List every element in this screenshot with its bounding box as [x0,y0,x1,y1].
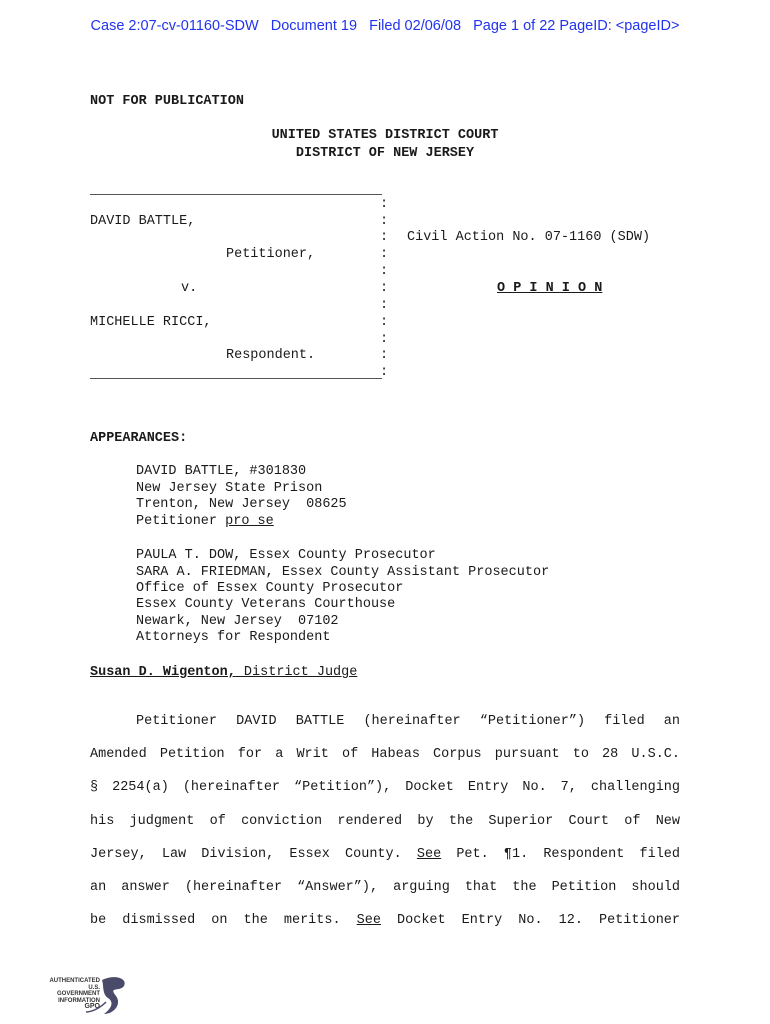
see-citation: See [356,913,381,928]
caption-top-rule [90,194,382,195]
petitioner-address-line: DAVID BATTLE, #301830 [136,464,307,479]
respondent-role: Respondent. [226,348,316,363]
caption-colon: : [380,214,389,229]
caption-colon: : [380,281,389,296]
court-district: DISTRICT OF NEW JERSEY [295,146,475,161]
caption-colon: : [380,315,389,330]
petitioner-address-line: Trenton, New Jersey 08625 [136,497,347,512]
court-name: UNITED STATES DISTRICT COURT [271,128,499,143]
judge-name: Susan D. Wigenton, [90,665,236,680]
body-line: an answer (hereinafter “Answer”), arguing that the Petition should [90,880,680,895]
caption-colon: : [380,230,389,245]
body-text: be dismissed on the merits. [90,913,357,928]
body-text: Jersey, Law Division, Essex County. [90,847,417,862]
respondent-counsel-line: Office of Essex County Prosecutor [136,581,404,596]
page-header-filing-stamp: Case 2:07-cv-01160-SDW Document 19 Filed 02/06/08 Page 1 of 22 PageID: <pageID> [90,18,680,34]
versus: v. [181,281,198,296]
eagle-icon [42,972,132,1018]
body-line: Amended Petition for a Writ of Habeas Corpus pursuant to 28 U.S.C. [90,747,680,762]
petitioner-role: Petitioner, [226,247,316,262]
body-line: § 2254(a) (hereinafter “Petition”), Docket Entry No. 7, challenging [90,780,680,795]
petitioner-name: DAVID BATTLE, [90,214,196,229]
caption-colon: : [380,298,389,313]
gpo-seal-text: AUTHENTICATED U.S. GOVERNMENT INFORMATION GPO [49,978,100,1010]
civil-action-number: Civil Action No. 07-1160 (SDW) [407,230,651,245]
respondent-counsel-line: Newark, New Jersey 07102 [136,614,339,629]
caption-colon: : [380,332,389,347]
not-for-publication-label: NOT FOR PUBLICATION [90,94,244,109]
body-line: his judgment of conviction rendered by the Superior Court of New [90,814,680,829]
caption-colon: : [380,247,389,262]
body-line: Petitioner DAVID BATTLE (hereinafter “Petitioner”) filed an [136,714,680,729]
caption-colon: : [380,365,389,380]
petitioner-label: Petitioner [136,514,226,529]
judge-line [90,665,357,681]
body-text: Pet. ¶1. Respondent filed [441,847,680,862]
body-line [90,847,680,863]
respondent-counsel-line: SARA A. FRIEDMAN, Essex County Assistant Prosecutor [136,565,550,580]
gpo-authentication-seal [42,972,132,1018]
judge-title: District Judge [235,665,358,680]
caption-colon: : [380,348,389,363]
body-text: Docket Entry No. 12. Petitioner [380,913,680,928]
opinion-body-paragraph [90,714,680,944]
opinion-title: O P I N I O N [497,281,603,296]
appearances-heading: APPEARANCES: [90,431,188,446]
pro-se-text: pro se [225,514,274,529]
body-line [90,913,680,929]
respondent-counsel-line: Essex County Veterans Courthouse [136,597,396,612]
petitioner-address-line: New Jersey State Prison [136,481,323,496]
respondent-name: MICHELLE RICCI, [90,315,212,330]
caption-colon: : [380,264,389,279]
caption-colon: : [380,197,389,212]
respondent-counsel-line: PAULA T. DOW, Essex County Prosecutor [136,548,436,563]
respondent-counsel-line: Attorneys for Respondent [136,630,331,645]
caption-bottom-rule [90,378,382,379]
petitioner-pro-se-line [136,514,274,530]
see-citation: See [416,847,442,862]
